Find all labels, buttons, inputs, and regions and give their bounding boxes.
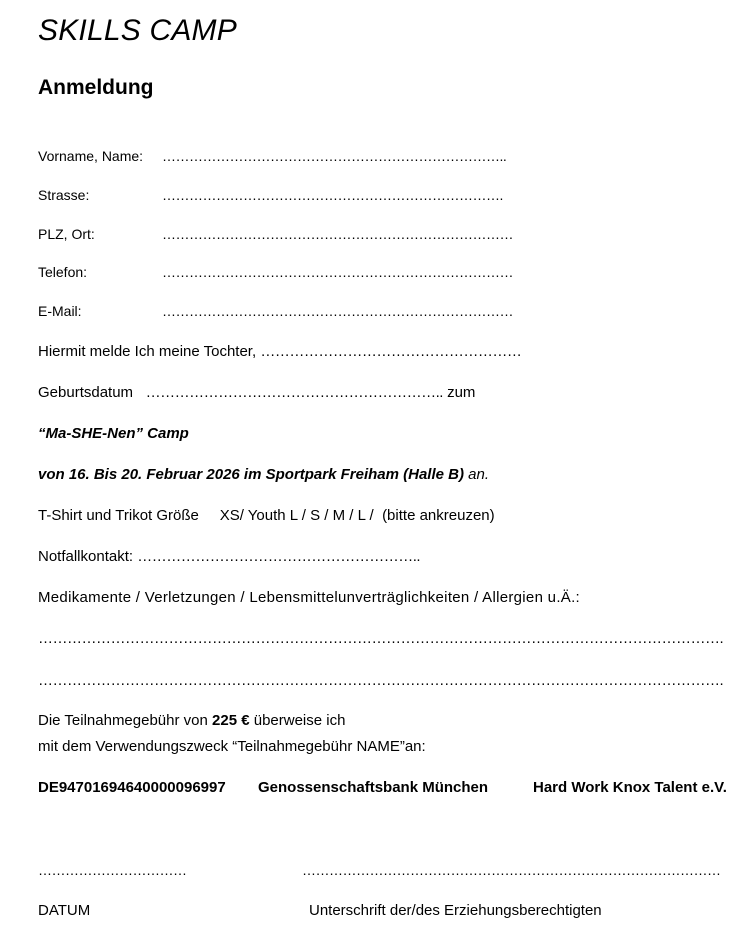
payment-text-pre: Die Teilnahmegebühr von — [38, 712, 208, 729]
camp-dates: von 16. Bis 20. Februar 2026 im Sportpark Freiham (Halle B) — [38, 466, 464, 483]
size-options[interactable]: XS/ Youth L / S / M / L / — [219, 507, 374, 524]
payment-amount: 225 € — [212, 712, 250, 729]
field-label-street: Strasse: — [38, 187, 90, 203]
medical-input-line-2[interactable]: ……………………………………………………………………………………………………………………………. — [38, 672, 724, 689]
daughter-row — [38, 343, 521, 360]
date-label: DATUM — [38, 902, 91, 919]
birthdate-row — [38, 384, 475, 401]
emergency-row — [38, 548, 420, 565]
payment-bank: Genossenschaftsbank München — [258, 779, 489, 796]
daughter-label: Hiermit melde Ich meine Tochter, — [38, 343, 257, 360]
camp-dates-suffix: an. — [468, 466, 490, 483]
signature-label: Unterschrift der/des Erziehungsberechtigten — [309, 902, 602, 919]
page-title: SKILLS CAMP — [38, 14, 237, 47]
birthdate-suffix: zum — [447, 384, 476, 401]
payment-iban: DE94701694640000096997 — [38, 779, 226, 796]
field-input-city[interactable]: …………………………………………………………………… — [162, 226, 513, 242]
signature-input[interactable]: ………………………………………………………………………………… — [302, 862, 721, 878]
size-hint: (bitte ankreuzen) — [382, 507, 495, 524]
emergency-label: Notfallkontakt: — [38, 548, 134, 565]
size-label: T-Shirt und Trikot Größe — [38, 507, 199, 524]
date-input[interactable]: …………………………… — [38, 862, 187, 878]
emergency-input[interactable]: ………………………………………………….. — [137, 548, 421, 565]
payment-line-2: mit dem Verwendungszweck “Teilnahmegebühr NAME”an: — [38, 738, 426, 755]
field-label-email: E-Mail: — [38, 303, 82, 319]
payment-line-1 — [38, 712, 345, 729]
field-input-name[interactable]: ………………………………………………………………….. — [162, 148, 507, 164]
birthdate-input[interactable]: …………………………………………………….. — [145, 384, 443, 401]
size-row — [38, 507, 495, 524]
camp-dates-row — [38, 466, 489, 483]
birthdate-label: Geburtsdatum — [38, 384, 134, 401]
payment-text-post: überweise ich — [253, 712, 346, 729]
camp-name: “Ma-SHE-Nen” Camp — [38, 425, 189, 442]
medical-label: Medikamente / Verletzungen / Lebensmittelunverträglichkeiten / Allergien u.Ä.: — [38, 589, 581, 606]
daughter-input[interactable]: ……………………………………………… — [260, 343, 522, 360]
payment-recipient: Hard Work Knox Talent e.V. — [533, 779, 727, 796]
medical-input-line-1[interactable]: ……………………………………………………………………………………………………………………………. — [38, 630, 724, 647]
field-label-phone: Telefon: — [38, 264, 88, 280]
field-input-street[interactable]: …………………………………………………………………. — [162, 187, 503, 203]
field-label-name: Vorname, Name: — [38, 148, 144, 164]
field-input-email[interactable]: …………………………………………………………………… — [162, 303, 513, 319]
field-input-phone[interactable]: …………………………………………………………………… — [162, 264, 513, 280]
field-label-city: PLZ, Ort: — [38, 226, 95, 242]
page-subtitle: Anmeldung — [38, 76, 154, 99]
